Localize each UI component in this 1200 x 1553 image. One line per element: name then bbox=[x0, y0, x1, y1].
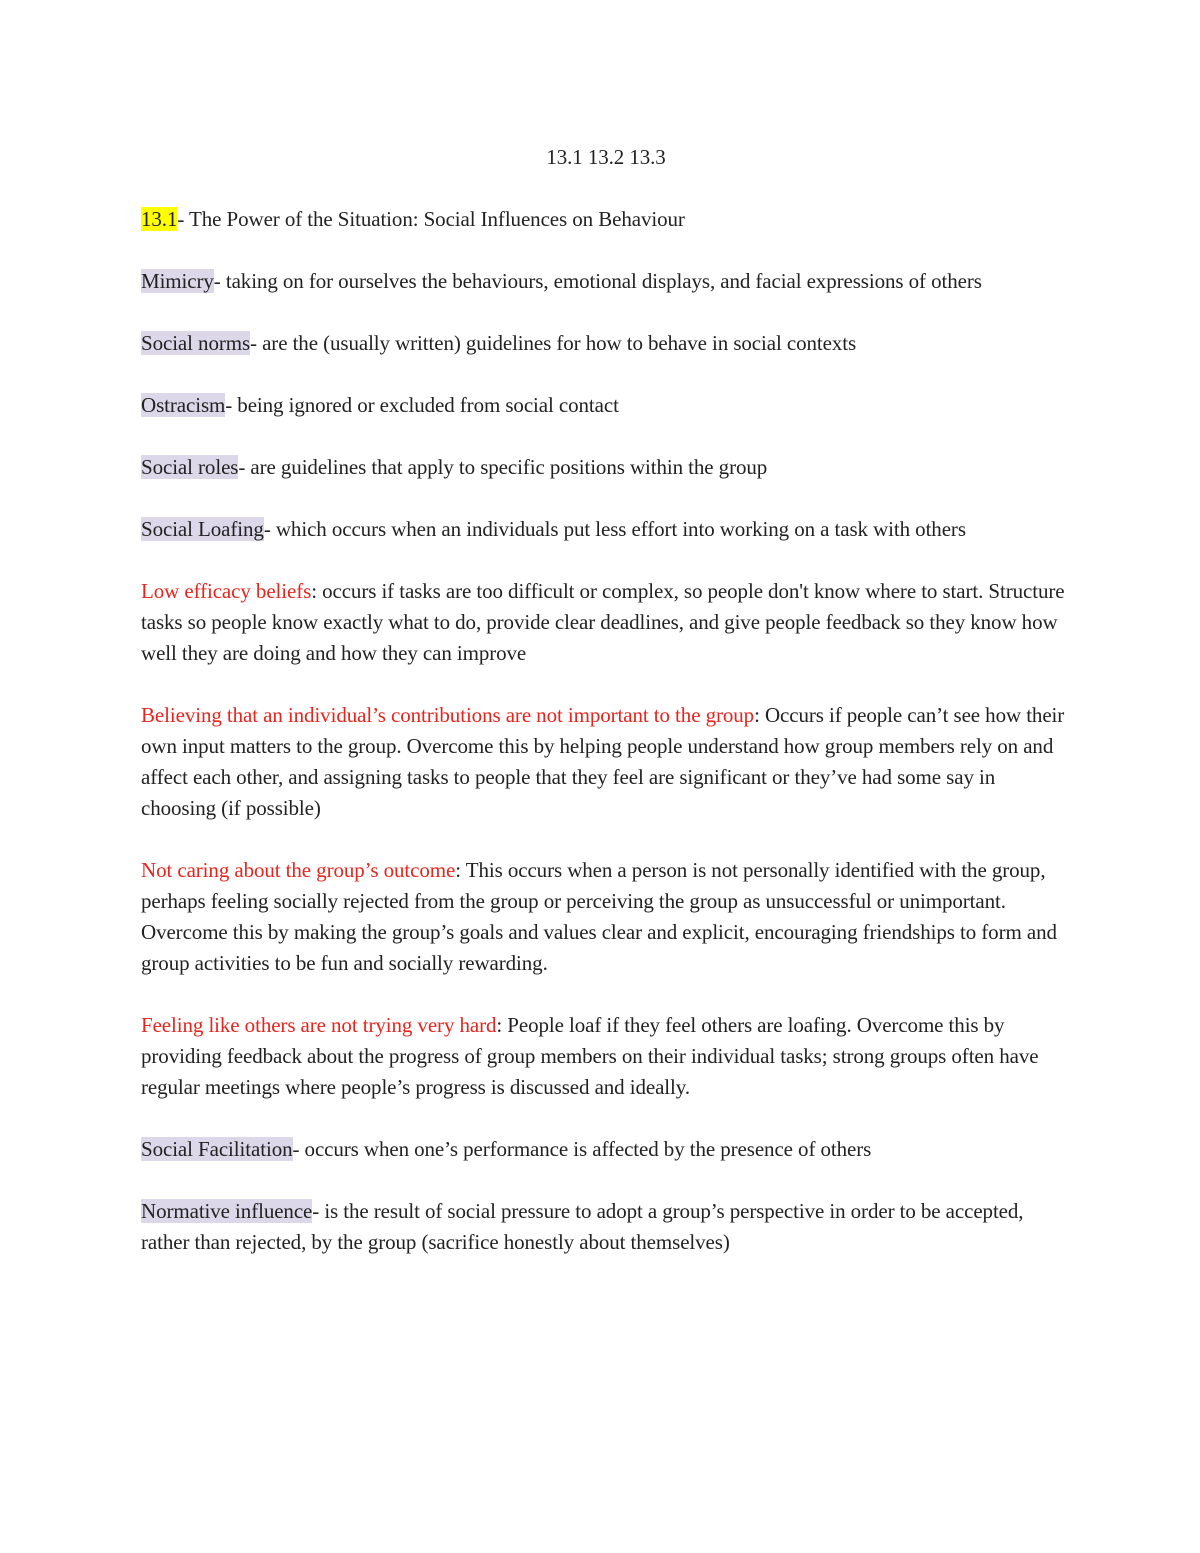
definition-social-roles bbox=[141, 452, 1071, 483]
definition-term: Social roles bbox=[141, 455, 239, 479]
definition-ostracism bbox=[141, 390, 1071, 421]
document-page bbox=[141, 142, 1071, 1289]
definition-term: Social Facilitation bbox=[141, 1137, 293, 1161]
cause-text: : Occurs if people can’t see how their own input matters to the group. Overcome this by helping people understand how group members rely on and affect each other, and assigning tasks to people that they feel are significant or they’ve had some say in choosing (if possible) bbox=[141, 703, 1065, 820]
definition-text: - which occurs when an individuals put less effort into working on a task with others bbox=[263, 517, 966, 541]
definition-term: Normative influence bbox=[141, 1199, 313, 1223]
cause-term: Feeling like others are not trying very hard bbox=[141, 1013, 497, 1037]
cause-term: Not caring about the group’s outcome bbox=[141, 858, 456, 882]
cause-contributions-not-important bbox=[141, 700, 1071, 824]
definition-social-facilitation bbox=[141, 1134, 1071, 1165]
cause-not-caring-outcome bbox=[141, 855, 1071, 979]
definition-text: - is the result of social pressure to adopt a group’s perspective in order to be accepted, rather than rejected, by the group (sacrifice honestly about themselves) bbox=[141, 1199, 1024, 1254]
cause-text: : People loaf if they feel others are loafing. Overcome this by providing feedback about the progress of group members on their individual tasks; strong groups often have regular meetings where people’s progress is discussed and ideally. bbox=[141, 1013, 1039, 1099]
definition-social-loafing bbox=[141, 514, 1071, 545]
definition-text: - being ignored or excluded from social contact bbox=[225, 393, 619, 417]
definition-social-norms bbox=[141, 328, 1071, 359]
document-title: 13.1 13.2 13.3 bbox=[546, 145, 666, 169]
definition-text: - taking on for ourselves the behaviours, emotional displays, and facial expressions of others bbox=[213, 269, 982, 293]
definition-term: Social Loafing bbox=[141, 517, 264, 541]
definition-text: - occurs when one’s performance is affected by the presence of others bbox=[292, 1137, 872, 1161]
section-heading-text: - The Power of the Situation: Social Influences on Behaviour bbox=[177, 207, 685, 231]
definition-text: - are guidelines that apply to specific positions within the group bbox=[238, 455, 768, 479]
cause-others-not-trying bbox=[141, 1010, 1071, 1103]
cause-term: Believing that an individual’s contributions are not important to the group bbox=[141, 703, 755, 727]
definition-text: - are the (usually written) guidelines for how to behave in social contexts bbox=[250, 331, 857, 355]
definition-mimicry bbox=[141, 266, 1071, 297]
definition-term: Ostracism bbox=[141, 393, 226, 417]
section-number-highlight: 13.1 bbox=[141, 207, 178, 231]
definition-term: Mimicry bbox=[141, 269, 214, 293]
cause-text: : This occurs when a person is not personally identified with the group, perhaps feeling socially rejected from the group or perceiving the group as unsuccessful or unimportant. Overcome this by making the group’s goals and values clear and explicit, encouraging friendships to form and group activities to be fun and socially rewarding. bbox=[141, 858, 1057, 975]
cause-text: : occurs if tasks are too difficult or complex, so people don't know where to start. Structure tasks so people know exactly what to do, provide clear deadlines, and give people feedback so they know how well they are doing and how they can improve bbox=[141, 579, 1065, 665]
cause-term: Low efficacy beliefs bbox=[141, 579, 312, 603]
section-heading bbox=[141, 204, 1071, 235]
definition-normative-influence bbox=[141, 1196, 1071, 1258]
definition-term: Social norms bbox=[141, 331, 251, 355]
cause-low-efficacy bbox=[141, 576, 1071, 669]
